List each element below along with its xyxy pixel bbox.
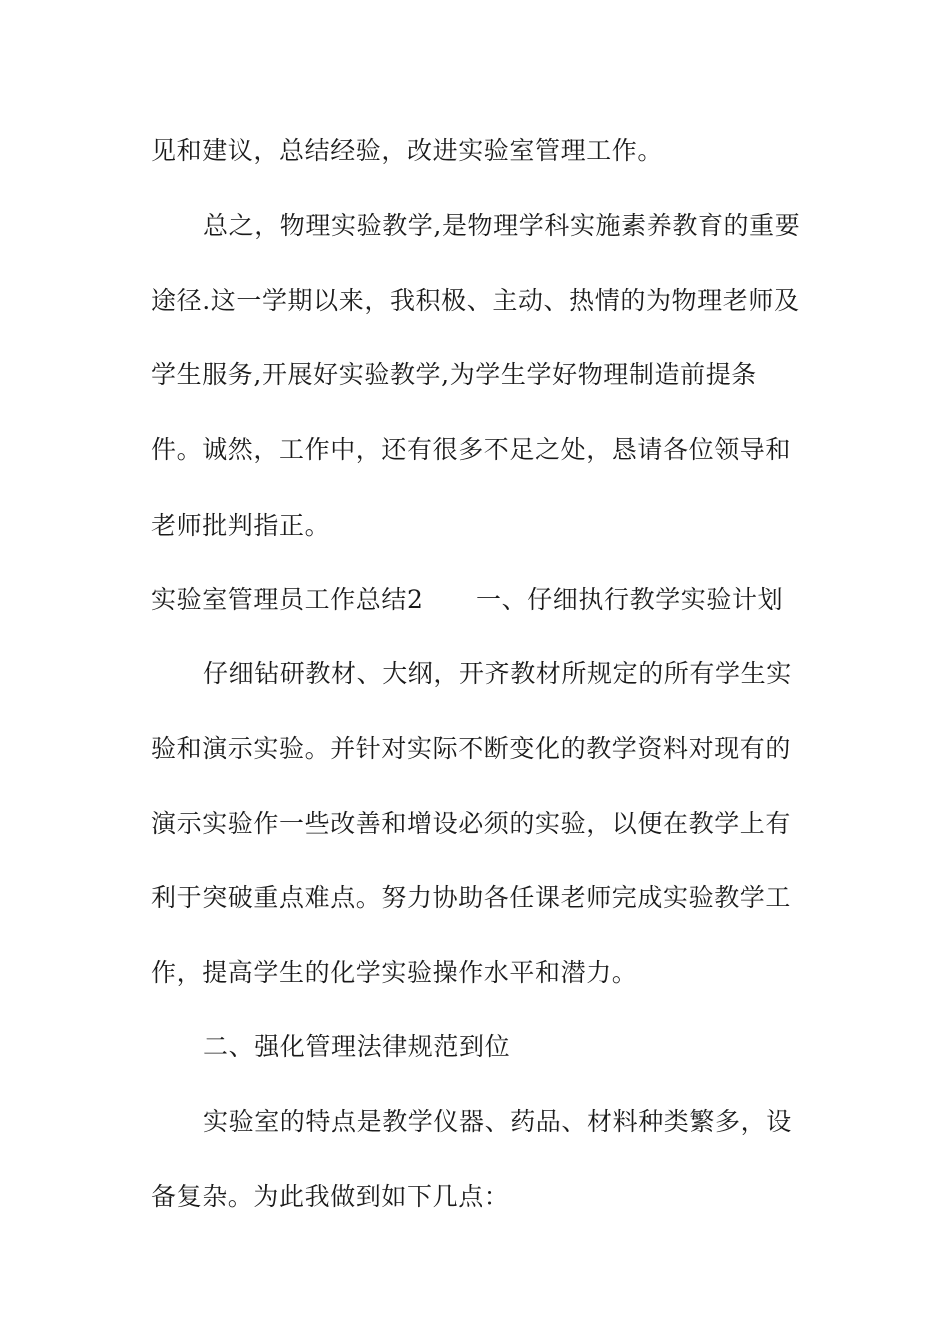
paragraph-line: 途径.这一学期以来，我积极、主动、热情的为物理老师及: [151, 286, 800, 315]
paragraph-line: 总之，物理实验教学,是物理学科实施素养教育的重要: [203, 211, 801, 240]
paragraph-line: 备复杂。为此我做到如下几点：: [151, 1182, 510, 1211]
paragraph-line: 老师批判指正。: [151, 511, 331, 540]
section-title: 实验室管理员工作总结2: [151, 585, 424, 614]
paragraph-line: 作，提高学生的化学实验操作水平和潜力。: [151, 958, 638, 987]
section-heading: 一、仔细执行教学实验计划: [476, 585, 784, 614]
paragraph-line: 实验室的特点是教学仪器、药品、材料种类繁多，设: [203, 1107, 792, 1136]
paragraph-line: 验和演示实验。并针对实际不断变化的教学资料对现有的: [151, 734, 792, 763]
paragraph-line: 件。诚然，工作中，还有很多不足之处，恳请各位领导和: [151, 435, 792, 464]
paragraph-line: 仔细钻研教材、大纲，开齐教材所规定的所有学生实: [203, 659, 792, 688]
paragraph-line: 见和建议，总结经验，改进实验室管理工作。: [151, 136, 664, 165]
section-heading: 二、强化管理法律规范到位: [203, 1032, 511, 1061]
paragraph-line: 利于突破重点难点。努力协助各任课老师完成实验教学工: [151, 883, 792, 912]
paragraph-line: 学生服务,开展好实验教学,为学生学好物理制造前提条: [151, 360, 757, 389]
paragraph-line: 演示实验作一些改善和增设必须的实验，以便在教学上有: [151, 809, 792, 838]
